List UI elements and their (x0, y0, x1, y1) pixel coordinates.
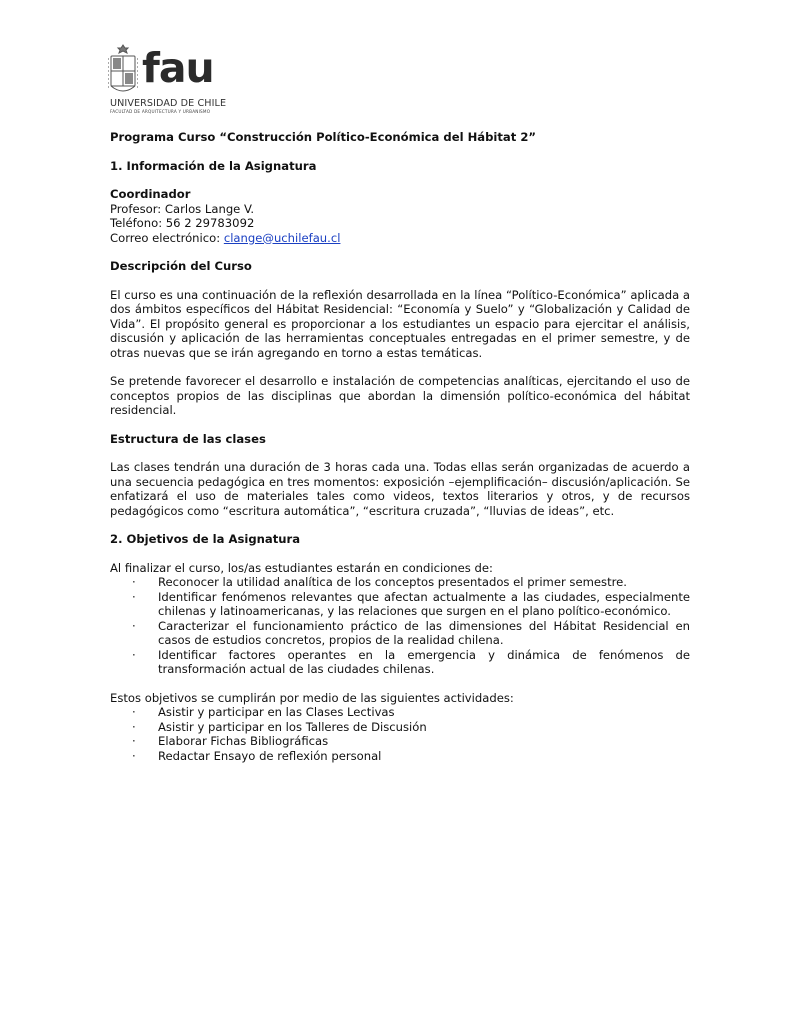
email-line (110, 231, 690, 246)
objectives-list (110, 575, 690, 677)
email-link[interactable]: clange@uchilefau.cl (223, 230, 341, 245)
structure-paragraph: Las clases tendrán una duración de 3 horas cada una. Todas ellas serán organizadas de acuerdo a una secuencia pedagógica en tres momentos: exposición –ejemplificación– discusión/aplicación. Se enfatizará el uso de materiales tales como videos, textos literarios y otros, y de recursos pedagógicos como “escritura automática”, “escritura cruzada”, “lluvias de ideas”, etc. (110, 460, 690, 518)
description-paragraph-2: Se pretende favorecer el desarrollo e instalación de competencias analíticas, ejercitando el uso de conceptos propios de las disciplinas que abordan la dimensión político-económica del hábitat residencial. (110, 374, 690, 417)
list-item: · Asistir y participar en los Talleres de Discusión (132, 719, 427, 734)
fau-logo (108, 44, 328, 120)
bullet-icon: · (132, 734, 136, 748)
bullet-icon: · (132, 748, 136, 763)
list-item: · Elaborar Fichas Bibliográficas (132, 734, 329, 748)
section-1-heading: 1. Información de la Asignatura (110, 158, 317, 173)
description-heading: Descripción del Curso (110, 259, 252, 273)
bullet-icon: · (132, 589, 136, 604)
description-paragraph-1: El curso es una continuación de la reflexión desarrollada en la línea “Político-Económica” aplicada a dos ámbitos específicos del Hábitat Residencial: “Economía y Suelo” y “Globalización y Calidad de Vida”. El propósito general es proporcionar a los estudiantes un espacio para ejercitar el análisis, discusión y aplicación de las herramientas conceptuales entregadas en el primer semestre, y de otras nuevas que se irán agregando en torno a estas temáticas. (110, 287, 690, 360)
logo-wordmark: fau (142, 44, 214, 92)
bullet-icon: · (132, 719, 136, 734)
list-item: · Redactar Ensayo de reflexión personal (132, 748, 382, 763)
list-item: · Reconocer la utilidad analítica de los conceptos presentados el primer semestre. (132, 575, 627, 589)
list-item: · Identificar fenómenos relevantes que afectan actualmente a las ciudades, especialmente chilenas y latinoamericanas, y las relaciones que surgen en el plano político-económico. (132, 589, 690, 618)
objectives-intro: Al finalizar el curso, los/as estudiantes estarán en condiciones de: (110, 560, 493, 575)
activities-intro: Estos objetivos se cumplirán por medio de las siguientes actividades: (110, 690, 514, 705)
faculty-name: FACULTAD DE ARQUITECTURA Y URBANISMO (110, 109, 211, 114)
document-body (110, 130, 690, 763)
university-name: UNIVERSIDAD DE CHILE (110, 98, 227, 109)
list-item: · Identificar factores operantes en la emergencia y dinámica de fenómenos de transformación actual de las ciudades chilenas. (132, 647, 690, 676)
document-title: Programa Curso “Construcción Político-Económica del Hábitat 2” (110, 130, 537, 144)
university-crest-icon (108, 44, 138, 98)
email-label: Correo electrónico: (110, 230, 224, 245)
coordinator-heading: Coordinador (110, 187, 191, 201)
bullet-icon: · (132, 647, 136, 662)
phone-line: Teléfono: 56 2 29783092 (110, 216, 255, 230)
professor-line: Profesor: Carlos Lange V. (110, 201, 255, 216)
structure-heading: Estructura de las clases (110, 431, 266, 446)
list-item: · Caracterizar el funcionamiento práctico de las dimensiones del Hábitat Residencial en casos de estudios concretos, propios de la realidad chilena. (132, 618, 690, 647)
bullet-icon: · (132, 705, 136, 719)
activities-list (110, 705, 690, 763)
bullet-icon: · (132, 618, 136, 633)
bullet-icon: · (132, 575, 136, 589)
list-item: · Asistir y participar en las Clases Lectivas (132, 705, 395, 719)
section-2-heading: 2. Objetivos de la Asignatura (110, 532, 301, 546)
